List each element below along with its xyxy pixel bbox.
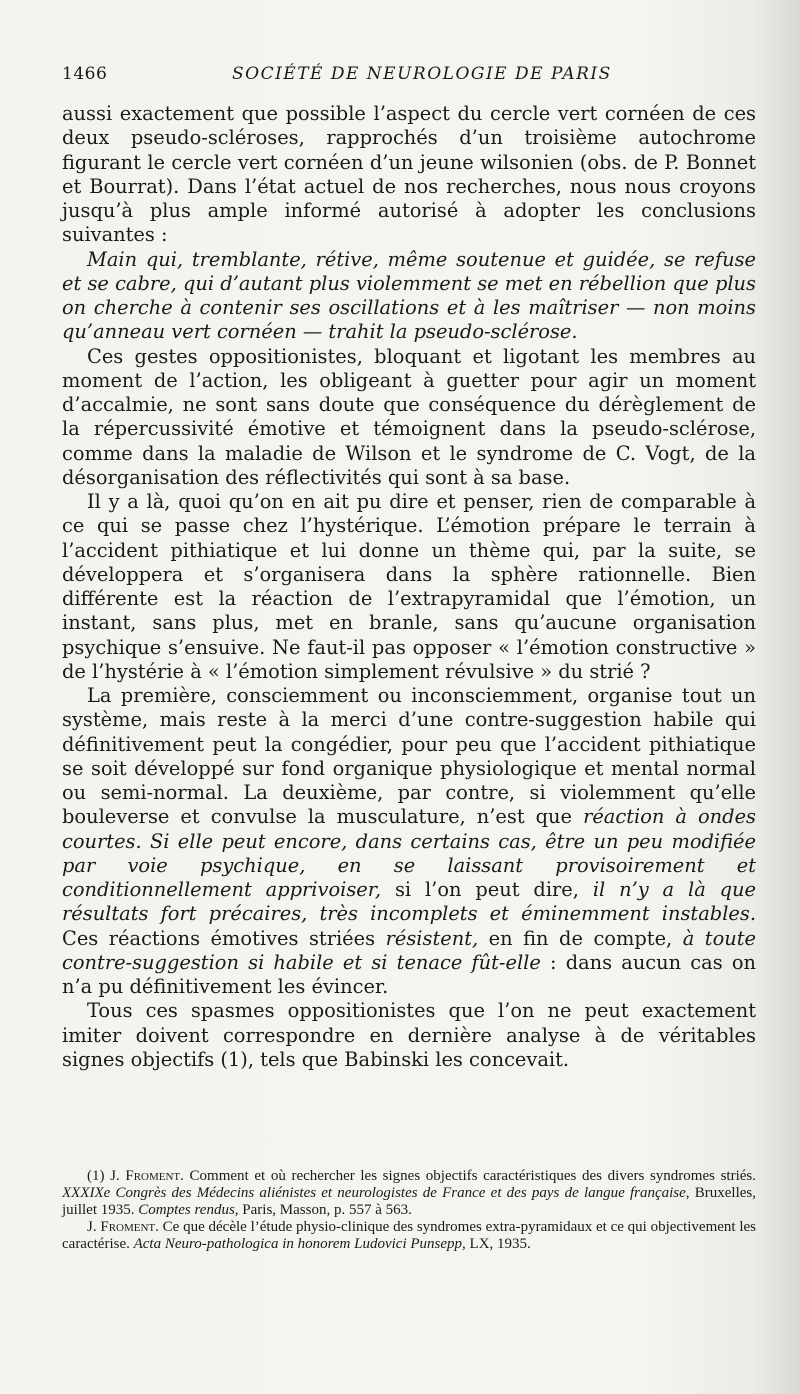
p5-text-c: si l’on peut dire, (381, 878, 593, 901)
fn1-text-f: Paris, Masson, p. 557 à 563. (238, 1202, 412, 1219)
fn2-text-b: . Ce que décèle l’étude physio-clinique des syndromes extra-pyramidaux et ce qui objectivement les caractérise. (62, 1219, 756, 1253)
fn1-text-a: (1) J. (87, 1168, 126, 1184)
paragraph-1: aussi exactement que possible l’aspect du cercle vert cornéen de ces deux pseudo-scléroses, rapprochés d’un troisième autochrome figurant le cercle vert cornéen d’un jeune wilsonien (obs. de P. Bonnet et Bourrat). Dans l’état actuel de nos recherches, nous nous croyons jusqu’à plus ample informé autorisé à adopter les conclusions suivantes : (62, 102, 756, 247)
footnotes (62, 1168, 756, 1253)
footnote-2 (62, 1219, 756, 1253)
p5-text-a: La première, consciemment ou inconsciemment, organise tout un système, mais reste à la merci d’une contre-suggestion habile qui définitivement peut la congédier, pour peu que l’accident pithiatique se soit développé sur fond organique physiologique et mental normal ou semi-normal. La deuxième, par contre, si violemment qu’elle bouleverse et convulse la musculature, n’est que (62, 684, 756, 829)
p5-italic-d: il n’y a là que résultats fort précaires, très incomplets et éminemment instables. (62, 878, 757, 926)
fn1-author: Froment (125, 1168, 181, 1184)
p5-italic-b: réaction à ondes courtes. Si elle peut encore, dans certains cas, être un peu modifiée par voie psychique, en se laissant provisoirement et conditionnellement apprivoiser, (62, 805, 756, 901)
paragraph-4: Il y a là, quoi qu’on en ait pu dire et penser, rien de comparable à ce qui se passe chez l’hystérique. L’émotion prépare le terrain à l’accident pithiatique et lui donne un thème qui, par la suite, se développera et s’organisera dans la sphère rationnelle. Bien différente est la réaction de l’extrapyramidal que l’émotion, un instant, sans plus, met en branle, sans qu’aucune organisation psychique s’ensuive. Ne faut-il pas opposer « l’émotion constructive » de l’hystérie à « l’émotion simplement révulsive » du strié ? (62, 490, 756, 683)
footnote-1 (62, 1168, 756, 1219)
paragraph-6: Tous ces spasmes oppositionistes que l’on ne peut exactement imiter doivent correspondre en dernière analyse à de véritables signes objectifs (1), tels que Babinski les concevait. (62, 999, 756, 1071)
p5-text-e: Ces réactions émotives striées (62, 926, 386, 950)
fn2-text-a: J. (87, 1219, 101, 1236)
p5-text-i: : dans aucun cas on n’a pu définitivement les évincer. (62, 950, 756, 998)
fn2-italic-c: Acta Neuro-pathologica in honorem Ludovici Punsepp, (133, 1236, 466, 1253)
article-body (62, 102, 756, 1072)
running-title: SOCIÉTÉ DE NEUROLOGIE DE PARIS (232, 64, 612, 84)
p5-italic-f: résistent, (385, 926, 479, 950)
fn1-text-d: Bruxelles, juillet 1935. (62, 1185, 756, 1219)
p5-text-g: en fin de compte, (478, 926, 683, 950)
fn2-author: Froment (100, 1219, 156, 1236)
paragraph-2-conclusion: Main qui, tremblante, rétive, même soutenue et guidée, se refuse et se cabre, qui d’autant plus violemment se met en rébellion que plus on cherche à contenir ses oscillations et à les maîtriser — non moins qu’anneau vert cornéen — trahit la pseudo-sclérose. (62, 247, 756, 344)
fn1-text-b: . Comment et où rechercher les signes objectifs caractéristiques des divers syndromes striés. (180, 1168, 756, 1184)
fn1-italic-e: Comptes rendus, (138, 1202, 239, 1219)
paragraph-5 (62, 684, 756, 999)
page-number: 1466 (62, 64, 108, 84)
fn2-text-d: LX, 1935. (465, 1236, 531, 1253)
page-header (62, 64, 752, 88)
paragraph-3: Ces gestes oppositionistes, bloquant et ligotant les membres au moment de l’action, les obligeant à guetter pour agir un moment d’accalmie, ne sont sans doute que conséquence du dérèglement de la répercussivité émotive et témoignent dans la pseudo-sclérose, comme dans la maladie de Wilson et le syndrome de C. Vogt, de la désorganisation des réflectivités qui sont à sa base. (62, 344, 756, 489)
fn1-italic-c: XXXIXe Congrès des Médecins aliénistes et neurologistes de France et des pays de langue française, (62, 1185, 690, 1202)
p5-italic-h: à toute contre-suggestion si habile et si tenace fût-elle (62, 926, 757, 974)
